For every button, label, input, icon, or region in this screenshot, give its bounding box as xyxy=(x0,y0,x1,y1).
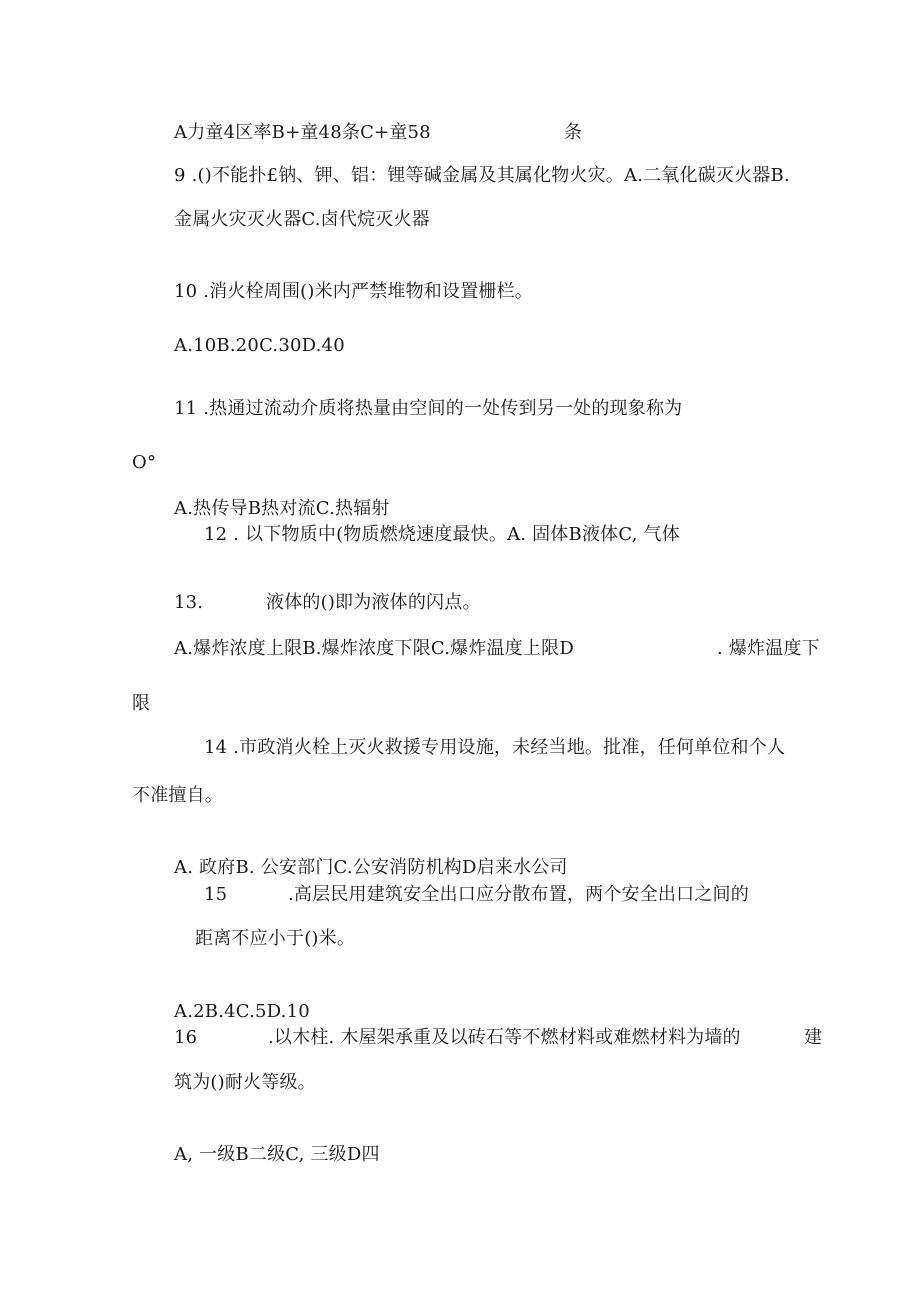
q9-options: 金属火灾灭火器C.卤代烷灭火器 xyxy=(174,209,430,230)
q13-question: 液体的()即为液体的闪点。 xyxy=(266,592,481,613)
q15-question: .高层民用建筑安全出口应分散布置，两个安全出口之间的 xyxy=(288,884,749,905)
q14-options: A. 政府B. 公安部门C.公安消防机构D启来水公司 xyxy=(174,857,568,878)
q13-number: 13. xyxy=(174,592,204,613)
q11-question: 11 .热通过流动介质将热量由空间的一处传到另一处的现象称为 xyxy=(174,398,683,419)
q13-options-tail: . 爆炸温度下 xyxy=(717,638,820,659)
q9-question: 9 .()不能扑£钠、钾、铝：锂等碱金属及其属化物火灾。A.二氧化碳灭火器B. xyxy=(174,165,790,186)
q11-answer-blank: O° xyxy=(132,452,157,473)
q13-options-wrap: 限 xyxy=(132,693,151,714)
q13-options: A.爆炸浓度上限B.爆炸浓度下限C.爆炸温度上限D xyxy=(174,638,574,659)
q16-options: A, 一级B二级C, 三级D四 xyxy=(174,1144,380,1165)
q16-question-wrap: 筑为()耐火等级。 xyxy=(174,1072,316,1093)
q15-question-wrap: 距离不应小于()米。 xyxy=(195,928,356,949)
q8-trailing-text: 条 xyxy=(564,122,583,143)
q16-question-tail: 建 xyxy=(804,1027,823,1048)
q11-options: A.热传导B热对流C.热辐射 xyxy=(174,498,390,519)
q16-question: .以木柱. 木屋架承重及以砖石等不燃材料或难燃材料为墙的 xyxy=(268,1027,741,1048)
q14-question-wrap: 不准擅自。 xyxy=(132,785,223,806)
q14-question: 14 .市政消火栓上灭火救援专用设施，未经当地。批准，任何单位和个人 xyxy=(204,737,786,758)
q16-number: 16 xyxy=(174,1027,198,1048)
q12-question: 12 . 以下物质中(物质燃烧速度最快。A. 固体B液体C, 气体 xyxy=(204,524,680,545)
q15-options: A.2B.4C.5D.10 xyxy=(174,1001,310,1022)
q8-options: A力童4区率B+童48条C+童58 xyxy=(174,122,431,143)
q10-question: 10 .消火栓周围()米内严禁堆物和设置栅栏。 xyxy=(174,281,533,302)
q15-number: 15 xyxy=(204,884,228,905)
q10-options: A.10B.20C.30D.40 xyxy=(174,335,345,356)
